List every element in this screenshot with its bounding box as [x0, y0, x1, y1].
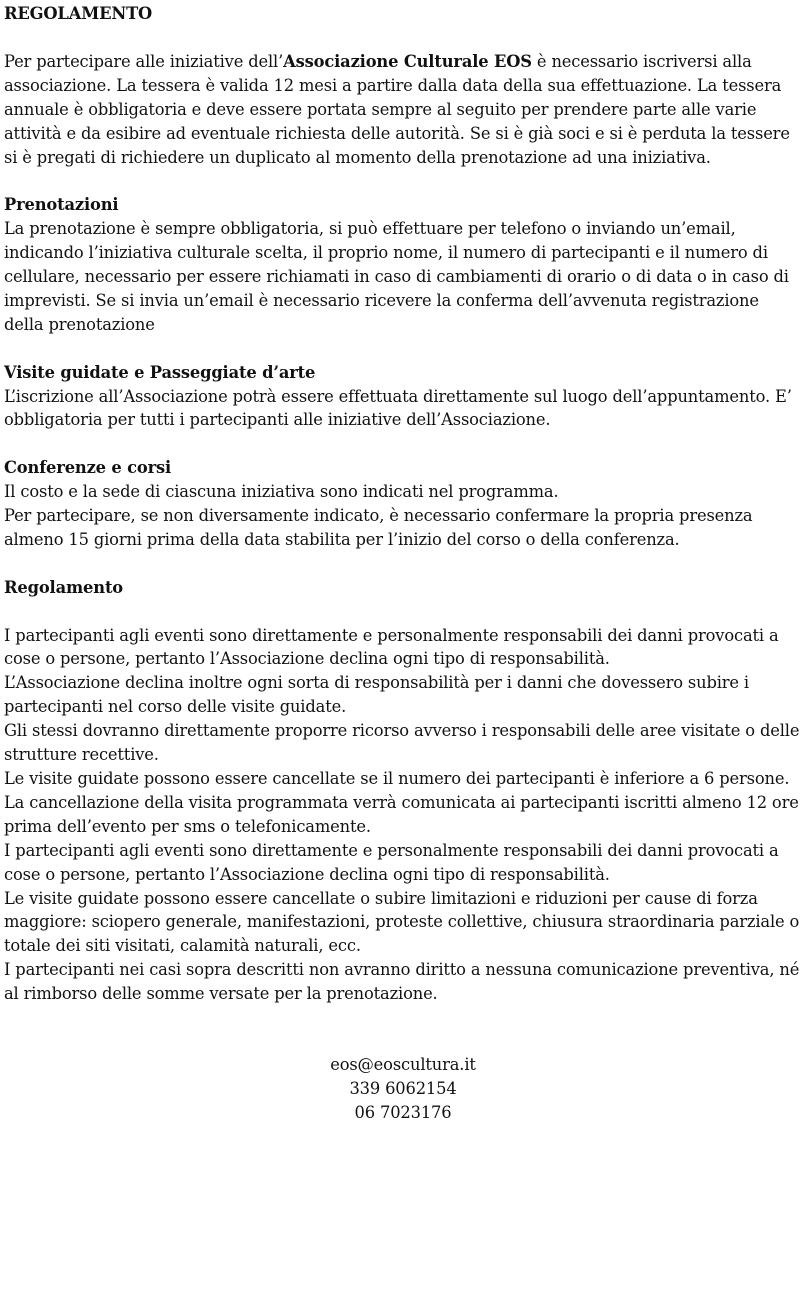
heading-regolamento: Regolamento — [4, 577, 124, 597]
spacer — [4, 169, 802, 193]
regolamento-paragraph: Le visite guidate possono essere cancellate se il numero dei partecipanti è inferiore a 6 persone. La cancellazione della visita programmata verrà comunicata ai partecipanti iscritti almeno 12 ore prima dell’evento per sms o telefonicamente. — [4, 769, 799, 836]
heading-conferenze: Conferenze e corsi — [4, 458, 172, 478]
conferenze-line-2: Per partecipare, se non diversamente indicato, è necessario confermare la propria presenza almeno 15 giorni prima della data stabilita per l’inizio del corso o della conferenza. — [4, 506, 753, 549]
conferenze-line-1: Il costo e la sede di ciascuna iniziativa sono indicati nel programma. — [4, 482, 559, 502]
contact-email: eos@eoscultura.it — [330, 1055, 476, 1075]
regolamento-paragraph: Le visite guidate possono essere cancellate o subire limitazioni e riduzioni per cause di forza maggiore: sciopero generale, manifestazioni, proteste collettive, chiusura straordinaria parziale o totale dei siti visitati, calamità naturali, ecc. — [4, 888, 800, 956]
heading-prenotazioni: Prenotazioni — [4, 195, 119, 215]
intro-text-before: Per partecipare alle iniziative dell’ — [4, 51, 284, 71]
visite-paragraph: L’iscrizione all’Associazione potrà essere effettuata direttamente sul luogo dell’appuntamento. E’ obbligatoria per tutti i partecipanti alle iniziative dell’Associazione. — [4, 386, 792, 430]
prenotazioni-paragraph: La prenotazione è sempre obbligatoria, si può effettuare per telefono o inviando un’email, indicando l’iniziativa culturale scelta, il proprio nome, il numero di partecipanti e il numero di cellulare, necessario per essere richiamati in caso di cambiamenti di orario o di data o in caso di imprevisti. Se si invia un’email è necessario ricevere la conferma dell’avvenuta registrazione della prenotazione — [4, 219, 789, 334]
spacer — [4, 337, 802, 361]
contact-phone-landline: 06 7023176 — [354, 1102, 452, 1122]
regolamento-paragraph: Gli stessi dovranno direttamente proporre ricorso avverso i responsabili delle aree visitate o delle strutture recettive. — [4, 721, 800, 765]
contact-phone-mobile: 339 6062154 — [349, 1078, 457, 1098]
intro-text-after: è necessario iscriversi alla associazione. La tessera è valida 12 mesi a partire dalla data della sua effettuazione. La tessera annuale è obbligatoria e deve essere portata sempre al seguito per prendere parte alle varie attività e da esibire ad eventuale richiesta delle autorità. Se si è già soci e si è perduta la tessere si è pregati di richiedere un duplicato al momento della prenotazione ad una iniziativa. — [4, 51, 790, 167]
association-name: Associazione Culturale EOS — [283, 51, 532, 71]
spacer — [4, 600, 802, 624]
heading-visite: Visite guidate e Passeggiate d’arte — [4, 362, 316, 382]
regolamento-paragraph: I partecipanti agli eventi sono direttamente e personalmente responsabili dei danni provocati a cose o persone, pertanto l’Associazione declina ogni tipo di responsabilità. — [4, 840, 779, 884]
contacts-block — [4, 1053, 802, 1125]
regolamento-paragraph: I partecipanti nei casi sopra descritti non avranno diritto a nessuna comunicazione preventiva, né al rimborso delle somme versate per la prenotazione. — [4, 960, 800, 1004]
intro-paragraph — [4, 50, 802, 170]
spacer — [4, 552, 802, 576]
spacer — [4, 26, 802, 50]
regolamento-paragraph: I partecipanti agli eventi sono direttamente e personalmente responsabili dei danni provocati a cose o persone, pertanto l’Associazione declina ogni tipo di responsabilità. — [4, 625, 779, 669]
spacer — [4, 432, 802, 456]
regolamento-paragraph: L’Associazione declina inoltre ogni sorta di responsabilità per i danni che dovessero subire i partecipanti nel corso delle visite guidate. — [4, 673, 749, 717]
document-title: REGOLAMENTO — [4, 4, 153, 23]
